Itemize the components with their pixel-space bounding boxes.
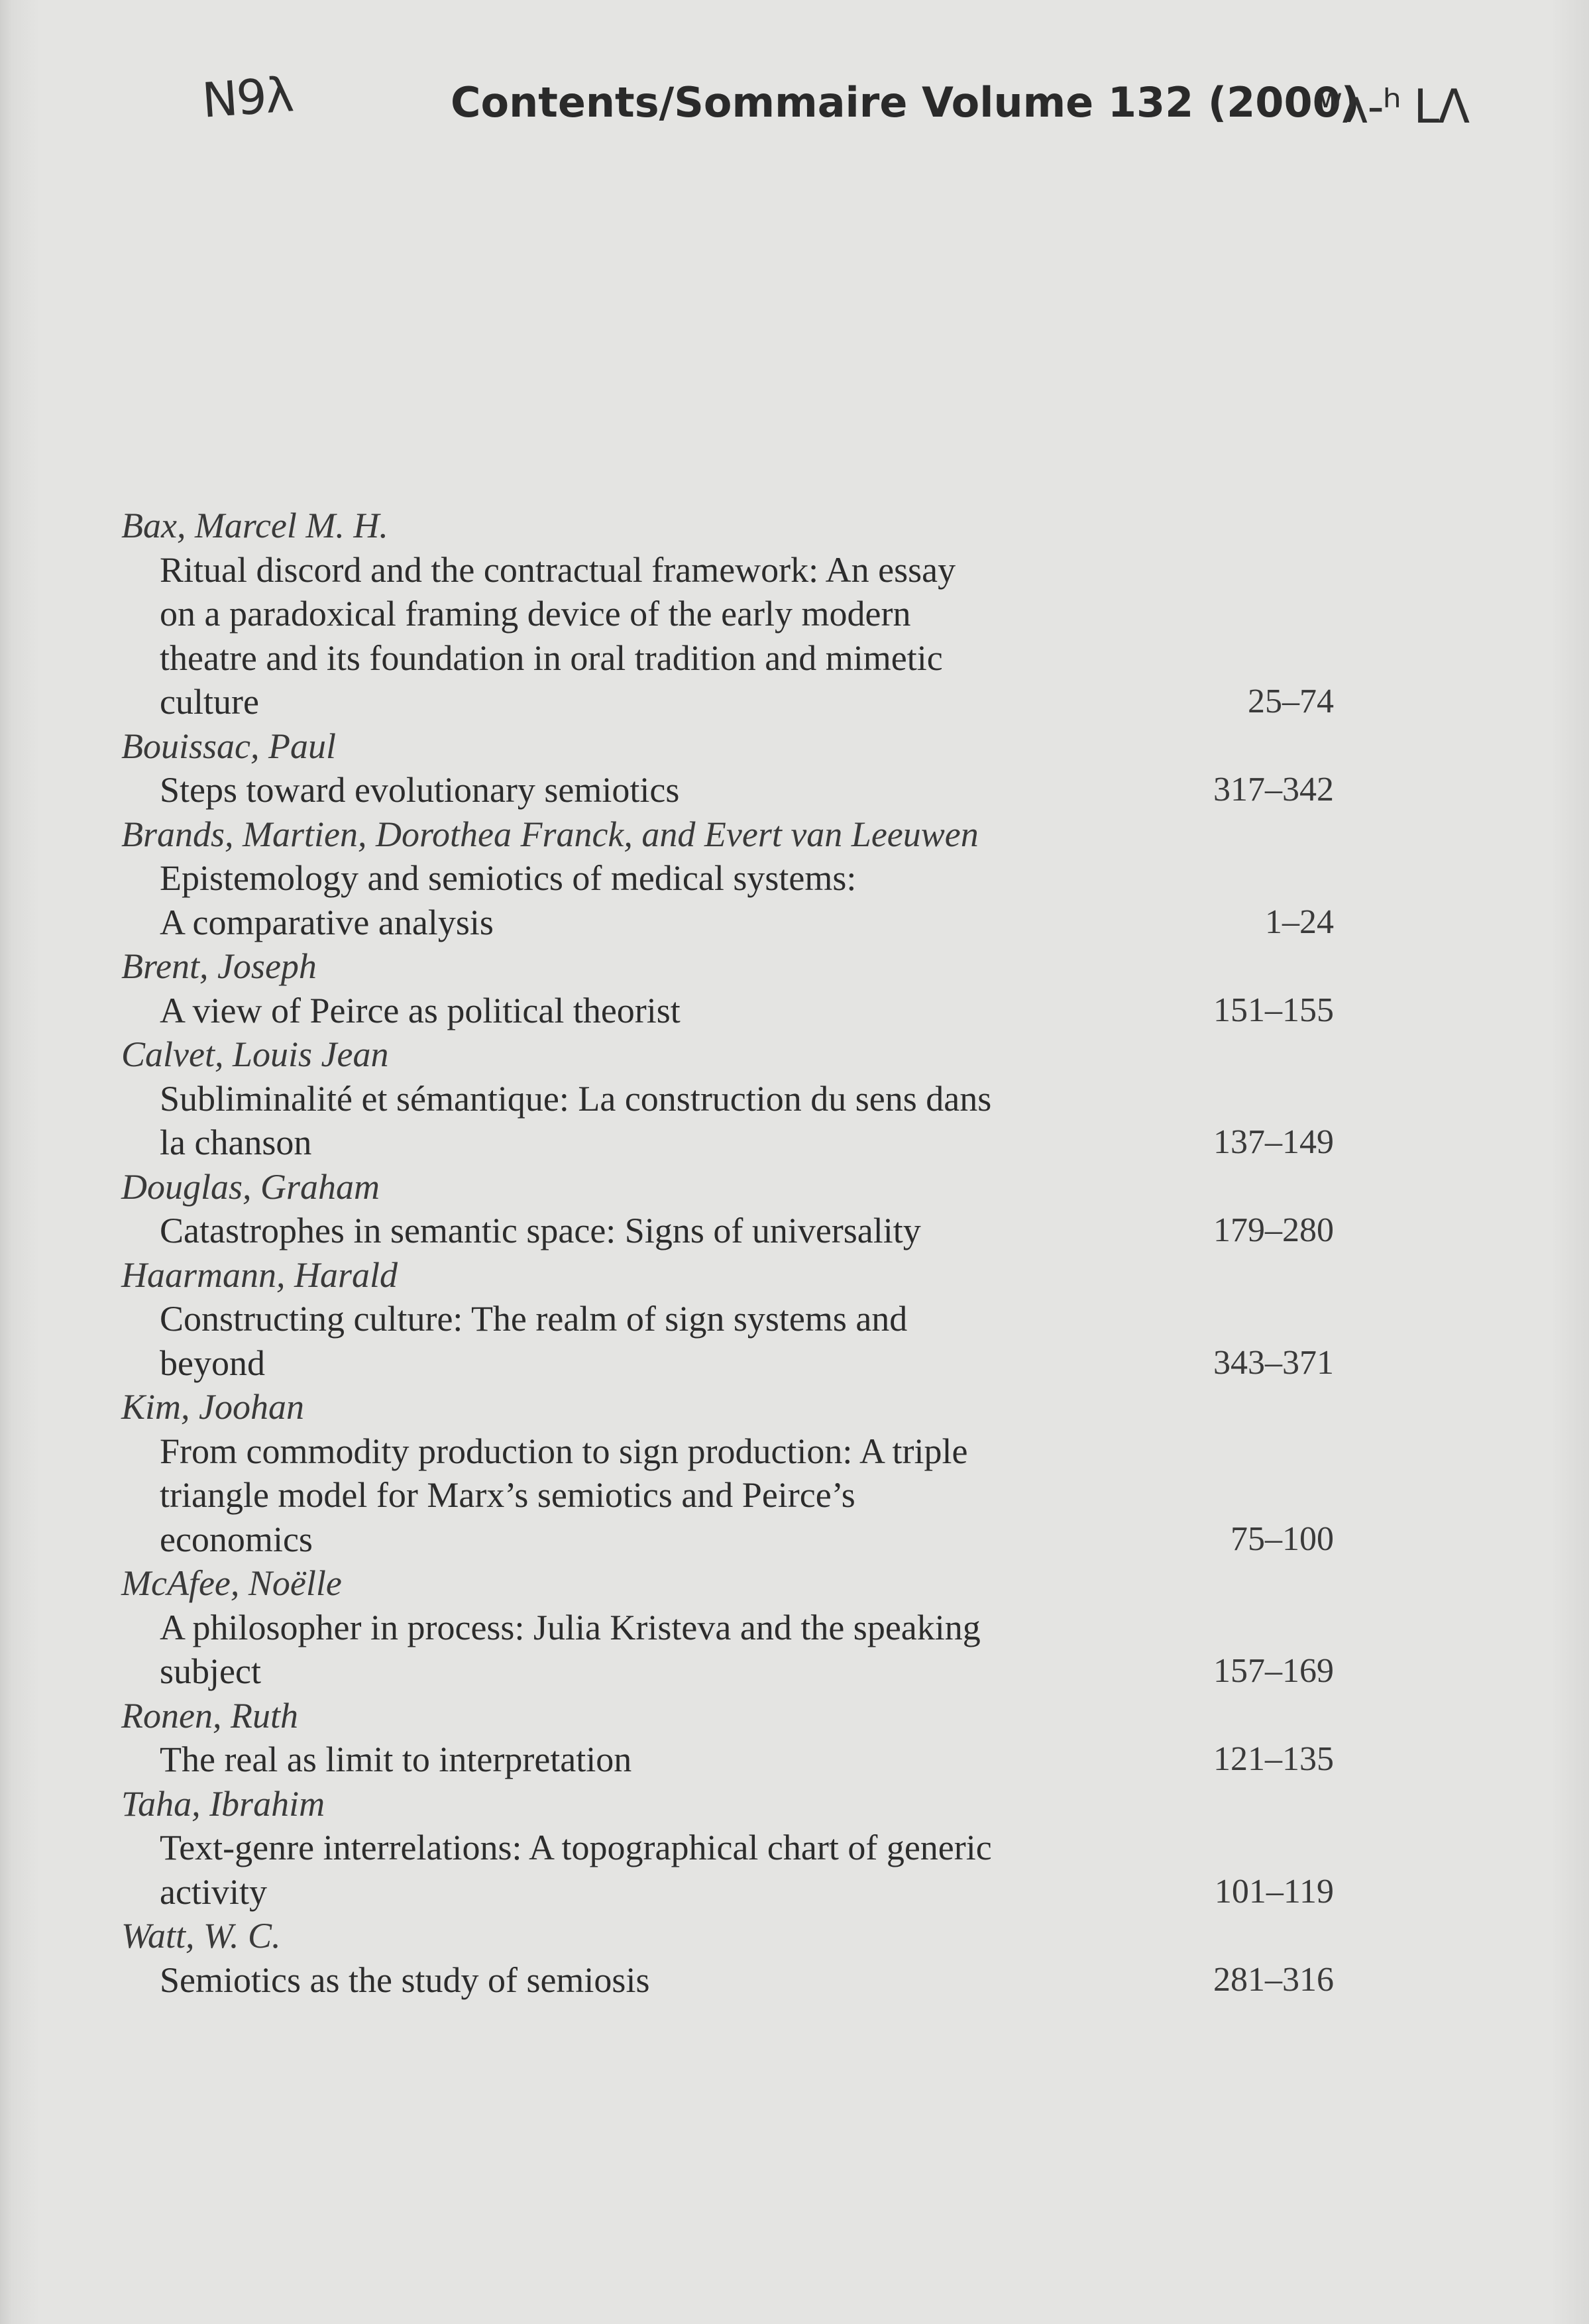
toc-entry (121, 1782, 1334, 1914)
entry-title-line: Text-genre interrelations: A topographical chart of generic (160, 1828, 992, 1867)
entry-author: Kim, Joohan (121, 1387, 304, 1427)
toc-entry (121, 1914, 1334, 2002)
entry-title-line: Ritual discord and the contractual framework: An essay (160, 549, 956, 590)
entry-title-line: activity (160, 1871, 267, 1912)
entry-work (121, 989, 1334, 1033)
entry-pages: 137–149 (1213, 1123, 1334, 1161)
toc-entry (121, 944, 1334, 1032)
entry-pages: 343–371 (1213, 1343, 1334, 1382)
toc-entry (121, 1032, 1334, 1165)
entry-author: Watt, W. C. (121, 1916, 281, 1956)
entry-work (121, 856, 1334, 944)
entry-pages: 1–24 (1265, 903, 1334, 941)
toc-entry (121, 1385, 1334, 1561)
entry-title-line: Constructing culture: The realm of sign systems and (160, 1299, 908, 1339)
entry-work (121, 1297, 1334, 1385)
table-of-contents (121, 504, 1334, 2002)
entry-title-line: A comparative analysis (160, 902, 494, 942)
entry-title-line: theatre and its foundation in oral tradition and mimetic (160, 637, 943, 678)
entry-author: Douglas, Graham (121, 1166, 380, 1207)
toc-entry (121, 1253, 1334, 1386)
entry-pages: 157–169 (1213, 1652, 1334, 1690)
toc-entry (121, 724, 1334, 812)
entry-author: McAfee, Noëlle (121, 1563, 342, 1603)
entry-title-line: on a paradoxical framing device of the early modern (160, 594, 911, 634)
entry-pages: 75–100 (1231, 1520, 1334, 1558)
entry-pages: 101–119 (1214, 1872, 1334, 1910)
entry-work (121, 1429, 1334, 1562)
handwritten-note-right: ʷʌ-ʰ LΛ (1319, 80, 1469, 134)
toc-entry (121, 1561, 1334, 1694)
entry-title (160, 1738, 1260, 1782)
entry-title-line: From commodity production to sign production: A triple (160, 1431, 968, 1471)
entry-title (160, 768, 1260, 812)
entry-title-line: A philosopher in process: Julia Kristeva and the speaking (160, 1607, 981, 1647)
page-title: Contents/Sommaire Volume 132 (2000) (451, 78, 1360, 127)
entry-title-line: A view of Peirce as political theorist (160, 990, 681, 1030)
entry-work (121, 1209, 1334, 1253)
entry-title-line: la chanson (160, 1123, 312, 1162)
toc-entry (121, 504, 1334, 724)
entry-work (121, 1738, 1334, 1782)
entry-title-line: subject (160, 1651, 261, 1691)
entry-author: Brent, Joseph (121, 946, 317, 986)
entry-title (160, 1297, 1260, 1385)
entry-title-line: Subliminalité et sémantique: La construction du sens dans (160, 1078, 992, 1119)
entry-title (160, 1958, 1260, 2003)
entry-pages: 317–342 (1213, 771, 1334, 808)
entry-work (121, 1958, 1334, 2003)
entry-author: Taha, Ibrahim (121, 1783, 325, 1824)
entry-title-line: culture (160, 682, 259, 722)
entry-title-line: economics (160, 1519, 313, 1559)
entry-pages: 179–280 (1213, 1211, 1334, 1249)
entry-title (160, 856, 1260, 944)
entry-work (121, 1077, 1334, 1165)
entry-author: Ronen, Ruth (121, 1695, 298, 1736)
entry-author: Calvet, Louis Jean (121, 1034, 389, 1074)
entry-title-line: Epistemology and semiotics of medical systems: (160, 858, 857, 898)
entry-title (160, 1077, 1260, 1165)
entry-title-line: beyond (160, 1343, 265, 1383)
entry-title (160, 989, 1260, 1033)
entry-work (121, 548, 1334, 724)
entry-title-line: Steps toward evolutionary semiotics (160, 770, 680, 810)
entry-title (160, 1826, 1260, 1914)
entry-author: Haarmann, Harald (121, 1254, 398, 1295)
entry-pages: 25–74 (1248, 683, 1334, 720)
toc-entry (121, 812, 1334, 945)
toc-entry (121, 1165, 1334, 1253)
handwritten-note-left: N9λ (200, 66, 295, 129)
entry-title (160, 1606, 1260, 1694)
entry-pages: 121–135 (1213, 1740, 1334, 1778)
entry-title-line: triangle model for Marx’s semiotics and Peirce’s (160, 1475, 855, 1515)
entry-pages: 281–316 (1213, 1960, 1334, 1999)
entry-pages: 151–155 (1213, 991, 1334, 1029)
toc-entry (121, 1694, 1334, 1782)
entry-work (121, 768, 1334, 812)
entry-title-line: The real as limit to interpretation (160, 1740, 632, 1779)
entry-title (160, 1429, 1260, 1562)
entry-author: Bouissac, Paul (121, 726, 336, 766)
entry-title-line: Semiotics as the study of semiosis (160, 1960, 650, 2000)
entry-work (121, 1826, 1334, 1914)
entry-title (160, 1209, 1260, 1253)
entry-title-line: Catastrophes in semantic space: Signs of universality (160, 1211, 921, 1250)
entry-author: Brands, Martien, Dorothea Franck, and Evert van Leeuwen (121, 814, 979, 854)
entry-author: Bax, Marcel M. H. (121, 506, 388, 545)
entry-title (160, 548, 1260, 724)
entry-work (121, 1606, 1334, 1694)
